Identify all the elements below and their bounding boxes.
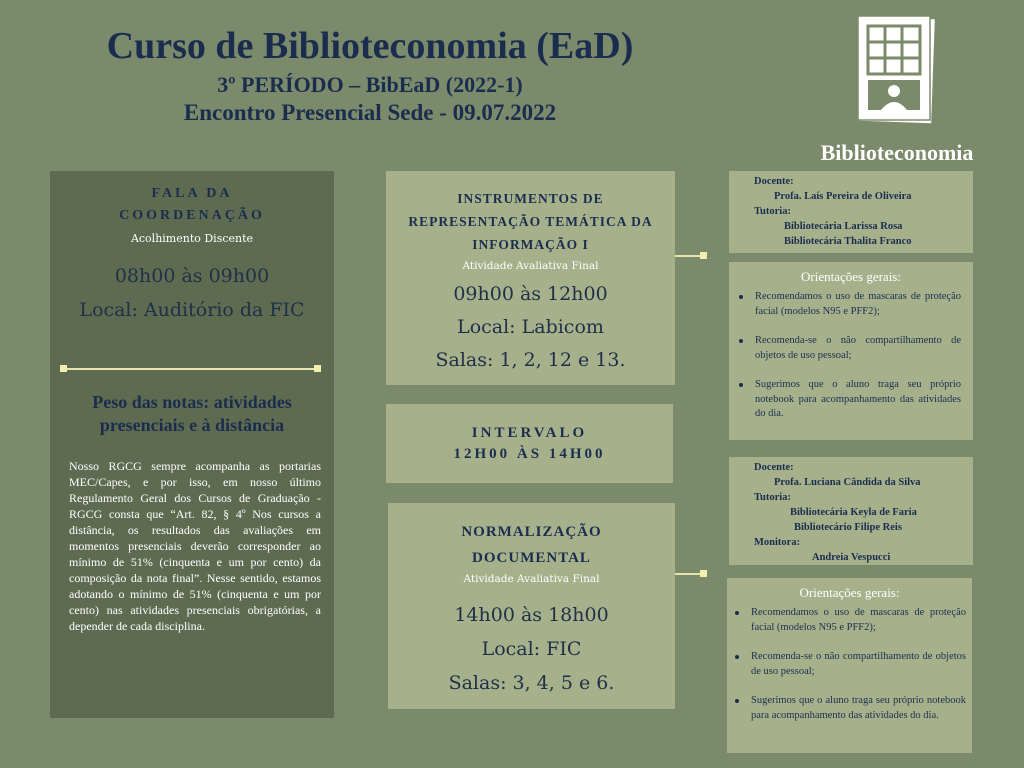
- coordination-title: [50, 183, 334, 227]
- divider-dot-right: [314, 365, 321, 372]
- event-subtitle: Encontro Presencial Sede - 09.07.2022: [183, 100, 557, 125]
- instrumentos-title-line2: REPRESENTAÇÃO TEMÁTICA DA: [408, 214, 653, 229]
- tutor-name: Bibliotecária Keyla de Faria: [790, 507, 917, 518]
- list-item: Recomenda-se o não compartilhamento de objetos de uso pessoal;: [751, 650, 966, 679]
- divider-dot-left: [60, 365, 67, 372]
- instrumentos-rooms: Salas: 1, 2, 12 e 13.: [435, 349, 626, 371]
- guidelines-box-1: [729, 262, 973, 440]
- instrumentos-box: [386, 171, 675, 385]
- guidelines-title: Orientações gerais:: [799, 585, 900, 600]
- instrumentos-local: Local: Labicom: [457, 316, 604, 338]
- coordination-local: Local: Auditório da FIC: [79, 299, 305, 321]
- list-item: Recomendamos o uso de mascaras de proteção facial (modelos N95 e PFF2);: [755, 290, 961, 319]
- tutor-name: Bibliotecário Filipe Reis: [794, 522, 902, 533]
- connector-dot-1: [700, 252, 707, 259]
- list-item: Sugerimos que o aluno traga seu próprio notebook para acompanhamento das atividades do dia.: [755, 378, 961, 422]
- page-title: Curso de Biblioteconomia (EaD): [106, 25, 634, 67]
- break-box: [386, 404, 673, 483]
- break-time: 12H00 ÀS 14H00: [453, 446, 606, 462]
- monitora-label: Monitora:: [754, 537, 801, 548]
- normalizacao-rooms: Salas: 3, 4, 5 e 6.: [448, 672, 615, 694]
- instrumentos-title: [386, 187, 675, 256]
- tutoria-label: Tutoria:: [754, 206, 791, 217]
- coordination-time: 08h00 às 09h00: [114, 265, 270, 287]
- library-window-icon: [855, 14, 937, 126]
- grades-weight-title-line1: Peso das notas: atividades: [92, 392, 292, 412]
- guidelines-box-2: [727, 578, 972, 753]
- logo-text: Biblioteconomia: [820, 140, 974, 165]
- list-item: Recomenda-se o não compartilhamento de objetos de uso pessoal;: [755, 334, 961, 363]
- instrumentos-subtitle: Atividade Avaliativa Final: [462, 260, 599, 272]
- docente-name: Profa. Laís Pereira de Oliveira: [774, 191, 912, 202]
- normalizacao-time: 14h00 às 18h00: [454, 604, 609, 626]
- guidelines-list: [751, 606, 966, 723]
- normalizacao-subtitle: Atividade Avaliativa Final: [463, 573, 600, 585]
- connector-dot-2: [700, 570, 707, 577]
- normalizacao-title-line2: DOCUMENTAL: [472, 550, 591, 566]
- instrumentos-title-line3: INFORMAÇÃO I: [472, 237, 589, 252]
- staff-box-1: [729, 171, 973, 253]
- instrumentos-time: 09h00 às 12h00: [453, 283, 608, 305]
- tutor-name: Bibliotecária Larissa Rosa: [784, 221, 903, 232]
- coordination-panel: [50, 171, 334, 718]
- grades-weight-title: [60, 391, 324, 437]
- break-title: INTERVALO: [471, 425, 588, 441]
- normalizacao-title-line1: NORMALIZAÇÃO: [461, 524, 602, 540]
- normalizacao-local: Local: FIC: [481, 638, 582, 660]
- tutoria-label: Tutoria:: [754, 492, 791, 503]
- tutor-name: Bibliotecária Thalita Franco: [784, 236, 912, 247]
- normalizacao-title: [388, 519, 675, 571]
- staff-box-2: [729, 457, 973, 565]
- grades-weight-title-line2: presenciais e à distância: [99, 415, 285, 435]
- monitora-name: Andreia Vespucci: [812, 552, 891, 563]
- coordination-title-line1: FALA DA: [151, 186, 233, 201]
- docente-label: Docente:: [754, 462, 794, 473]
- divider-line: [63, 368, 319, 370]
- grades-weight-text: Nosso RGCG sempre acompanha as portarias MEC/Capes, e por isso, em nosso último Regulamento Geral dos Cursos de Graduação - RGCG consta que “Art. 82, § 4º Nos cursos a distância, os resultados das avaliações em momentos presenciais deverão corresponder ao mínimo de 51% (cinquenta e um por cento) da composição da nota final”. Nesse sentido, estamos adotando o mínimo de 51% (cinquenta e um por cento) nas atividades presenciais obrigatórias, a depender de cada disciplina.: [69, 459, 321, 633]
- guidelines-list: [755, 290, 961, 422]
- instrumentos-title-line1: INSTRUMENTOS DE: [457, 191, 604, 206]
- period-subtitle: 3º PERÍODO – BibEaD (2022-1): [217, 72, 523, 97]
- list-item: Sugerimos que o aluno traga seu próprio notebook para acompanhamento das atividades do dia.: [751, 694, 966, 723]
- docente-label: Docente:: [754, 176, 794, 187]
- docente-name: Profa. Luciana Cândida da Silva: [774, 477, 921, 488]
- coordination-title-line2: COORDENAÇÃO: [119, 208, 265, 223]
- coordination-subtitle: Acolhimento Discente: [130, 232, 254, 245]
- normalizacao-box: [388, 503, 675, 709]
- list-item: Recomendamos o uso de mascaras de proteção facial (modelos N95 e PFF2);: [751, 606, 966, 635]
- guidelines-title: Orientações gerais:: [801, 269, 901, 284]
